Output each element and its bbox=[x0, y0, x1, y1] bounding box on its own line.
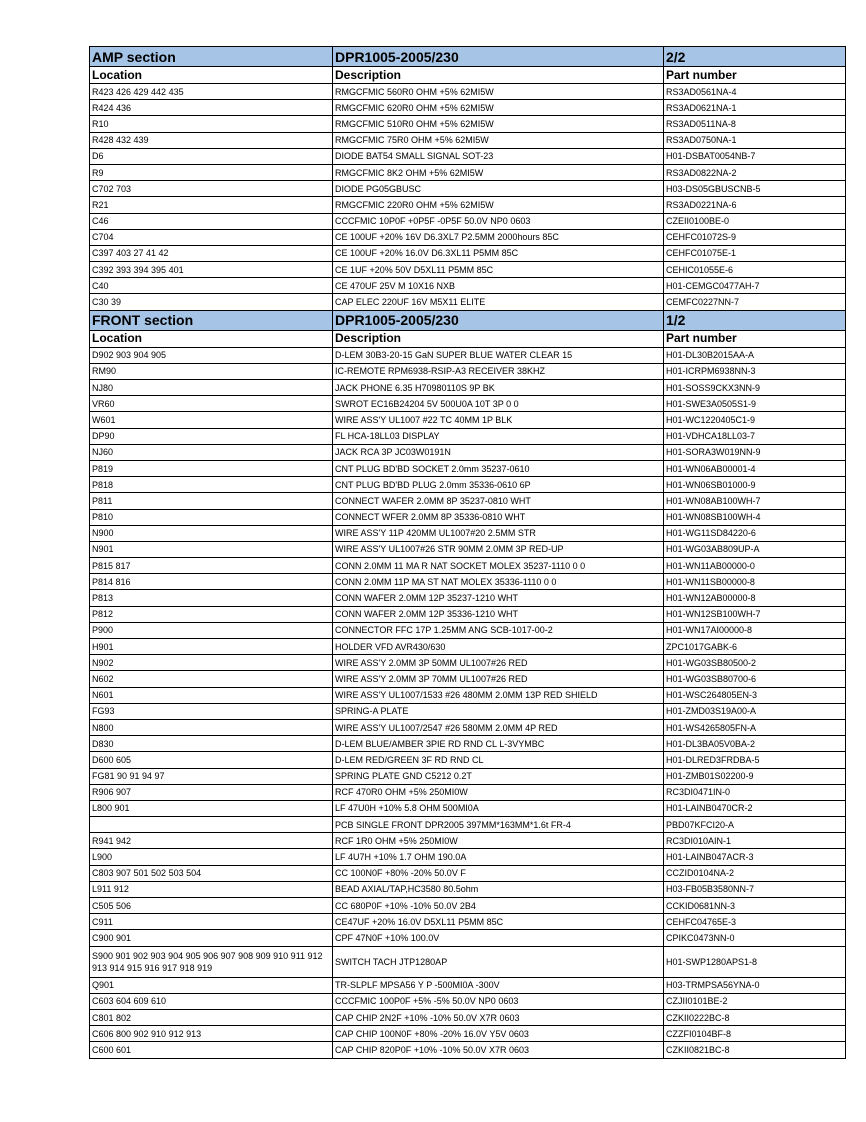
description-cell: WIRE ASS'Y UL1007/2547 #26 580MM 2.0MM 4P RED bbox=[333, 719, 664, 735]
table-row bbox=[90, 262, 846, 278]
location-cell: R428 432 439 bbox=[90, 132, 333, 148]
part-number-cell: RS3AD0561NA-4 bbox=[664, 84, 846, 100]
location-cell: P818 bbox=[90, 477, 333, 493]
table-row bbox=[90, 590, 846, 606]
table-row bbox=[90, 719, 846, 735]
description-cell: CONNECT WFER 2.0MM 8P 35336-0810 WHT bbox=[333, 509, 664, 525]
description-cell: FL HCA-18LL03 DISPLAY bbox=[333, 428, 664, 444]
description-cell: CE 470UF 25V M 10X16 NXB bbox=[333, 278, 664, 294]
description-cell: CAP ELEC 220UF 16V M5X11 ELITE bbox=[333, 294, 664, 310]
description-cell: RMGCFMIC 510R0 OHM +5% 62MI5W bbox=[333, 116, 664, 132]
part-number-cell: RS3AD0221NA-6 bbox=[664, 197, 846, 213]
table-row bbox=[90, 687, 846, 703]
description-cell: D-LEM 30B3-20-15 GaN SUPER BLUE WATER CLEAR 15 bbox=[333, 347, 664, 363]
part-number-cell: RC3DI010AIN-1 bbox=[664, 833, 846, 849]
table-row bbox=[90, 703, 846, 719]
description-cell: DIODE BAT54 SMALL SIGNAL SOT-23 bbox=[333, 148, 664, 164]
location-cell: C911 bbox=[90, 914, 333, 930]
location-cell: D830 bbox=[90, 736, 333, 752]
part-number-cell: CEHIC01055E-6 bbox=[664, 262, 846, 278]
location-cell: NJ60 bbox=[90, 444, 333, 460]
description-cell: SPRING-A PLATE bbox=[333, 703, 664, 719]
location-cell: W601 bbox=[90, 412, 333, 428]
description-cell: BEAD AXIAL/TAP,HC3580 80.5ohm bbox=[333, 881, 664, 897]
table-row bbox=[90, 132, 846, 148]
location-cell: L900 bbox=[90, 849, 333, 865]
part-number-cell: H01-WG03SB80500-2 bbox=[664, 655, 846, 671]
part-number-cell: RS3AD0750NA-1 bbox=[664, 132, 846, 148]
part-number-cell: PBD07KFCI20-A bbox=[664, 817, 846, 833]
table-row bbox=[90, 1026, 846, 1042]
location-cell: R21 bbox=[90, 197, 333, 213]
part-number-cell: H01-WC1220405C1-9 bbox=[664, 412, 846, 428]
description-cell: CE47UF +20% 16.0V D5XL11 P5MM 85C bbox=[333, 914, 664, 930]
location-cell: R906 907 bbox=[90, 784, 333, 800]
location-cell: C702 703 bbox=[90, 181, 333, 197]
table-row bbox=[90, 881, 846, 897]
table-row bbox=[90, 347, 846, 363]
location-cell: R10 bbox=[90, 116, 333, 132]
table-row bbox=[90, 363, 846, 379]
description-cell: CCCFMIC 10P0F +0P5F -0P5F 50.0V NP0 0603 bbox=[333, 213, 664, 229]
table-row bbox=[90, 1009, 846, 1025]
description-cell: CC 100N0F +80% -20% 50.0V F bbox=[333, 865, 664, 881]
location-cell: P810 bbox=[90, 509, 333, 525]
table-row bbox=[90, 213, 846, 229]
description-cell: RCF 1R0 OHM +5% 250MI0W bbox=[333, 833, 664, 849]
description-cell: SPRING PLATE GND C5212 0.2T bbox=[333, 768, 664, 784]
table-row bbox=[90, 817, 846, 833]
table-row bbox=[90, 229, 846, 245]
description-cell: CAP CHIP 2N2F +10% -10% 50.0V X7R 0603 bbox=[333, 1009, 664, 1025]
table-row bbox=[90, 558, 846, 574]
description-cell: RMGCFMIC 8K2 OHM +5% 62MI5W bbox=[333, 164, 664, 180]
section-page: 2/2 bbox=[664, 47, 846, 67]
column-header-location: Location bbox=[90, 330, 333, 347]
location-cell: C40 bbox=[90, 278, 333, 294]
table-row bbox=[90, 164, 846, 180]
table-row bbox=[90, 148, 846, 164]
table-row bbox=[90, 800, 846, 816]
table-row bbox=[90, 574, 846, 590]
part-number-cell: H01-WN12SB100WH-7 bbox=[664, 606, 846, 622]
table-row bbox=[90, 639, 846, 655]
table-row bbox=[90, 898, 846, 914]
table-row bbox=[90, 768, 846, 784]
location-cell: N602 bbox=[90, 671, 333, 687]
location-cell: C30 39 bbox=[90, 294, 333, 310]
part-number-cell: RS3AD0822NA-2 bbox=[664, 164, 846, 180]
table-row bbox=[90, 460, 846, 476]
part-number-cell: H01-ZMD03S19A00-A bbox=[664, 703, 846, 719]
part-number-cell: H03-DS05GBUSCNB-5 bbox=[664, 181, 846, 197]
table-row bbox=[90, 380, 846, 396]
location-cell: FG81 90 91 94 97 bbox=[90, 768, 333, 784]
description-cell: WIRE ASS'Y 2.0MM 3P 50MM UL1007#26 RED bbox=[333, 655, 664, 671]
location-cell: R941 942 bbox=[90, 833, 333, 849]
location-cell: S900 901 902 903 904 905 906 907 908 909 910 911 912 913 914 915 916 917 918 919 bbox=[90, 946, 333, 977]
location-cell: NJ80 bbox=[90, 380, 333, 396]
section-page: 1/2 bbox=[664, 310, 846, 330]
part-number-cell: H03-FB05B3580NN-7 bbox=[664, 881, 846, 897]
part-number-cell: H01-WSC264805EN-3 bbox=[664, 687, 846, 703]
description-cell: JACK RCA 3P JC03W0191N bbox=[333, 444, 664, 460]
table-row bbox=[90, 493, 846, 509]
description-cell: RCF 470R0 OHM +5% 250MI0W bbox=[333, 784, 664, 800]
part-number-cell: H01-SWP1280APS1-8 bbox=[664, 946, 846, 977]
part-number-cell: H01-LAINB0470CR-2 bbox=[664, 800, 846, 816]
description-cell: LF 47U0H +10% 5.8 OHM 500MI0A bbox=[333, 800, 664, 816]
table-row bbox=[90, 396, 846, 412]
description-cell: RMGCFMIC 220R0 OHM +5% 62MI5W bbox=[333, 197, 664, 213]
location-cell: N601 bbox=[90, 687, 333, 703]
table-row bbox=[90, 752, 846, 768]
location-cell: R424 436 bbox=[90, 100, 333, 116]
description-cell: CNT PLUG BD'BD SOCKET 2.0mm 35237-0610 bbox=[333, 460, 664, 476]
part-number-cell: H01-SWE3A0505S1-9 bbox=[664, 396, 846, 412]
description-cell: CE 100UF +20% 16V D6.3XL7 P2.5MM 2000hours 85C bbox=[333, 229, 664, 245]
location-cell: D902 903 904 905 bbox=[90, 347, 333, 363]
description-cell: CC 680P0F +10% -10% 50.0V 2B4 bbox=[333, 898, 664, 914]
table-row bbox=[90, 278, 846, 294]
part-number-cell: RS3AD0511NA-8 bbox=[664, 116, 846, 132]
table-row bbox=[90, 993, 846, 1009]
part-number-cell: H01-WN08SB100WH-4 bbox=[664, 509, 846, 525]
part-number-cell: H01-ZMB01S02200-9 bbox=[664, 768, 846, 784]
location-cell: L911 912 bbox=[90, 881, 333, 897]
description-cell: RMGCFMIC 75R0 OHM +5% 62MI5W bbox=[333, 132, 664, 148]
part-number-cell: H01-WG11SD84220-6 bbox=[664, 525, 846, 541]
part-number-cell: H01-DL3BA05V0BA-2 bbox=[664, 736, 846, 752]
description-cell: CAP CHIP 100N0F +80% -20% 16.0V Y5V 0603 bbox=[333, 1026, 664, 1042]
location-cell: C801 802 bbox=[90, 1009, 333, 1025]
table-row bbox=[90, 294, 846, 310]
part-number-cell: CEHFC01075E-1 bbox=[664, 245, 846, 261]
description-cell: CONNECTOR FFC 17P 1.25MM ANG SCB-1017-00-2 bbox=[333, 622, 664, 638]
location-cell: N900 bbox=[90, 525, 333, 541]
description-cell: WIRE ASS'Y UL1007#26 STR 90MM 2.0MM 3P RED-UP bbox=[333, 541, 664, 557]
part-number-cell: H01-WN11AB00000-0 bbox=[664, 558, 846, 574]
part-number-cell: CZJII0101BE-2 bbox=[664, 993, 846, 1009]
location-cell: P819 bbox=[90, 460, 333, 476]
description-cell: CONNECT WAFER 2.0MM 8P 35237-0810 WHT bbox=[333, 493, 664, 509]
description-cell: WIRE ASS'Y 11P 420MM UL1007#20 2.5MM STR bbox=[333, 525, 664, 541]
part-number-cell: H01-WG03AB809UP-A bbox=[664, 541, 846, 557]
description-cell: PCB SINGLE FRONT DPR2005 397MM*163MM*1.6t FR-4 bbox=[333, 817, 664, 833]
description-cell: HOLDER VFD AVR430/630 bbox=[333, 639, 664, 655]
description-cell: CPF 47N0F +10% 100.0V bbox=[333, 930, 664, 946]
location-cell: P811 bbox=[90, 493, 333, 509]
part-number-cell: H01-LAINB047ACR-3 bbox=[664, 849, 846, 865]
column-header-description: Description bbox=[333, 330, 664, 347]
table-row bbox=[90, 525, 846, 541]
table-row bbox=[90, 606, 846, 622]
column-header-location: Location bbox=[90, 67, 333, 84]
description-cell: CONN WAFER 2.0MM 12P 35237-1210 WHT bbox=[333, 590, 664, 606]
part-number-cell: CEMFC0227NN-7 bbox=[664, 294, 846, 310]
part-number-cell: ZPC1017GABK-6 bbox=[664, 639, 846, 655]
table-row bbox=[90, 736, 846, 752]
location-cell: P900 bbox=[90, 622, 333, 638]
location-cell: P815 817 bbox=[90, 558, 333, 574]
table-row bbox=[90, 849, 846, 865]
description-cell: CCCFMIC 100P0F +5% -5% 50.0V NP0 0603 bbox=[333, 993, 664, 1009]
location-cell: RM90 bbox=[90, 363, 333, 379]
table-row bbox=[90, 181, 846, 197]
location-cell: C606 800 902 910 912 913 bbox=[90, 1026, 333, 1042]
table-row bbox=[90, 784, 846, 800]
part-number-cell: H01-ICRPM6938NN-3 bbox=[664, 363, 846, 379]
description-cell: SWROT EC16B24204 5V 500U0A 10T 3P 0 0 bbox=[333, 396, 664, 412]
location-cell: C505 506 bbox=[90, 898, 333, 914]
section-name: AMP section bbox=[90, 47, 333, 67]
location-cell: C803 907 501 502 503 504 bbox=[90, 865, 333, 881]
table-row bbox=[90, 833, 846, 849]
location-cell: R9 bbox=[90, 164, 333, 180]
location-cell: D6 bbox=[90, 148, 333, 164]
column-header-row bbox=[90, 330, 846, 347]
part-number-cell: CCZID0104NA-2 bbox=[664, 865, 846, 881]
table-row bbox=[90, 84, 846, 100]
location-cell: R423 426 429 442 435 bbox=[90, 84, 333, 100]
location-cell: P813 bbox=[90, 590, 333, 606]
part-number-cell: H01-WN06SB01000-9 bbox=[664, 477, 846, 493]
description-cell: CONN 2.0MM 11 MA R NAT SOCKET MOLEX 35237-1110 0 0 bbox=[333, 558, 664, 574]
part-number-cell: H01-VDHCA18LL03-7 bbox=[664, 428, 846, 444]
description-cell: CE 100UF +20% 16.0V D6.3XL11 P5MM 85C bbox=[333, 245, 664, 261]
description-cell: CNT PLUG BD'BD PLUG 2.0mm 35336-0610 6P bbox=[333, 477, 664, 493]
table-row bbox=[90, 930, 846, 946]
column-header-part-number: Part number bbox=[664, 330, 846, 347]
part-number-cell: RS3AD0621NA-1 bbox=[664, 100, 846, 116]
column-header-row bbox=[90, 67, 846, 84]
section-model: DPR1005-2005/230 bbox=[333, 310, 664, 330]
part-number-cell: CCKID0681NN-3 bbox=[664, 898, 846, 914]
table-row bbox=[90, 865, 846, 881]
location-cell: N901 bbox=[90, 541, 333, 557]
table-row bbox=[90, 946, 846, 977]
location-cell: VR60 bbox=[90, 396, 333, 412]
part-number-cell: H03-TRMPSA56YNA-0 bbox=[664, 977, 846, 993]
location-cell: FG93 bbox=[90, 703, 333, 719]
table-row bbox=[90, 671, 846, 687]
table-row bbox=[90, 977, 846, 993]
part-number-cell: H01-WN17AI00000-8 bbox=[664, 622, 846, 638]
description-cell: WIRE ASS'Y 2.0MM 3P 70MM UL1007#26 RED bbox=[333, 671, 664, 687]
section-header-row bbox=[90, 47, 846, 67]
description-cell: CE 1UF +20% 50V D5XL11 P5MM 85C bbox=[333, 262, 664, 278]
section-header-row bbox=[90, 310, 846, 330]
description-cell: TR-SLPLF MPSA56 Y P -500MI0A -300V bbox=[333, 977, 664, 993]
part-number-cell: RC3DI0471IN-0 bbox=[664, 784, 846, 800]
table-row bbox=[90, 197, 846, 213]
part-number-cell: H01-SOSS9CKX3NN-9 bbox=[664, 380, 846, 396]
part-number-cell: H01-DSBAT0054NB-7 bbox=[664, 148, 846, 164]
column-header-part-number: Part number bbox=[664, 67, 846, 84]
table-row bbox=[90, 412, 846, 428]
part-number-cell: H01-DLRED3FRDBA-5 bbox=[664, 752, 846, 768]
description-cell: CAP CHIP 820P0F +10% -10% 50.0V X7R 0603 bbox=[333, 1042, 664, 1058]
part-number-cell: CZZFI0104BF-8 bbox=[664, 1026, 846, 1042]
location-cell: N902 bbox=[90, 655, 333, 671]
description-cell: WIRE ASS'Y UL1007/1533 #26 480MM 2.0MM 13P RED SHIELD bbox=[333, 687, 664, 703]
table-row bbox=[90, 655, 846, 671]
part-number-cell: CEHFC01072S-9 bbox=[664, 229, 846, 245]
part-number-cell: H01-CEMGC0477AH-7 bbox=[664, 278, 846, 294]
part-number-cell: CEHFC04765E-3 bbox=[664, 914, 846, 930]
table-row bbox=[90, 477, 846, 493]
location-cell: C46 bbox=[90, 213, 333, 229]
description-cell: IC-REMOTE RPM6938-RSIP-A3 RECEIVER 38KHZ bbox=[333, 363, 664, 379]
location-cell: N800 bbox=[90, 719, 333, 735]
description-cell: LF 4U7H +10% 1.7 OHM 190.0A bbox=[333, 849, 664, 865]
part-number-cell: H01-WN08AB100WH-7 bbox=[664, 493, 846, 509]
table-row bbox=[90, 116, 846, 132]
table-row bbox=[90, 622, 846, 638]
location-cell: C397 403 27 41 42 bbox=[90, 245, 333, 261]
location-cell: C603 604 609 610 bbox=[90, 993, 333, 1009]
table-row bbox=[90, 428, 846, 444]
description-cell: CONN WAFER 2.0MM 12P 35336-1210 WHT bbox=[333, 606, 664, 622]
table-row bbox=[90, 914, 846, 930]
description-cell: WIRE ASS'Y UL1007 #22 TC 40MM 1P BLK bbox=[333, 412, 664, 428]
description-cell: D-LEM BLUE/AMBER 3PIE RD RND CL L-3VYMBC bbox=[333, 736, 664, 752]
column-header-description: Description bbox=[333, 67, 664, 84]
section-name: FRONT section bbox=[90, 310, 333, 330]
description-cell: CONN 2.0MM 11P MA ST NAT MOLEX 35336-1110 0 0 bbox=[333, 574, 664, 590]
part-number-cell: H01-WN06AB00001-4 bbox=[664, 460, 846, 476]
location-cell: P812 bbox=[90, 606, 333, 622]
table-row bbox=[90, 541, 846, 557]
description-cell: JACK PHONE 6.35 H70980110S 9P BK bbox=[333, 380, 664, 396]
location-cell: DP90 bbox=[90, 428, 333, 444]
part-number-cell: H01-WN12AB00000-8 bbox=[664, 590, 846, 606]
part-number-cell: CZEII0100BE-0 bbox=[664, 213, 846, 229]
parts-list-table bbox=[89, 46, 846, 1059]
description-cell: RMGCFMIC 560R0 OHM +5% 62MI5W bbox=[333, 84, 664, 100]
location-cell: C704 bbox=[90, 229, 333, 245]
description-cell: DIODE PG05GBUSC bbox=[333, 181, 664, 197]
table-row bbox=[90, 1042, 846, 1058]
part-number-cell: H01-WS4265805FN-A bbox=[664, 719, 846, 735]
part-number-cell: H01-SORA3W019NN-9 bbox=[664, 444, 846, 460]
location-cell: C392 393 394 395 401 bbox=[90, 262, 333, 278]
table-row bbox=[90, 444, 846, 460]
part-number-cell: CZKII0821BC-8 bbox=[664, 1042, 846, 1058]
table-row bbox=[90, 509, 846, 525]
location-cell: Q901 bbox=[90, 977, 333, 993]
description-cell: SWITCH TACH JTP1280AP bbox=[333, 946, 664, 977]
table-row bbox=[90, 245, 846, 261]
section-model: DPR1005-2005/230 bbox=[333, 47, 664, 67]
location-cell: H901 bbox=[90, 639, 333, 655]
part-number-cell: CPIKC0473NN-0 bbox=[664, 930, 846, 946]
description-cell: RMGCFMIC 620R0 OHM +5% 62MI5W bbox=[333, 100, 664, 116]
part-number-cell: H01-WN11SB00000-8 bbox=[664, 574, 846, 590]
part-number-cell: CZKII0222BC-8 bbox=[664, 1009, 846, 1025]
part-number-cell: H01-DL30B2015AA-A bbox=[664, 347, 846, 363]
location-cell: C900 901 bbox=[90, 930, 333, 946]
table-row bbox=[90, 100, 846, 116]
location-cell: D600 605 bbox=[90, 752, 333, 768]
location-cell bbox=[90, 817, 333, 833]
part-number-cell: H01-WG03SB80700-6 bbox=[664, 671, 846, 687]
description-cell: D-LEM RED/GREEN 3F RD RND CL bbox=[333, 752, 664, 768]
location-cell: L800 901 bbox=[90, 800, 333, 816]
location-cell: C600 601 bbox=[90, 1042, 333, 1058]
location-cell: P814 816 bbox=[90, 574, 333, 590]
